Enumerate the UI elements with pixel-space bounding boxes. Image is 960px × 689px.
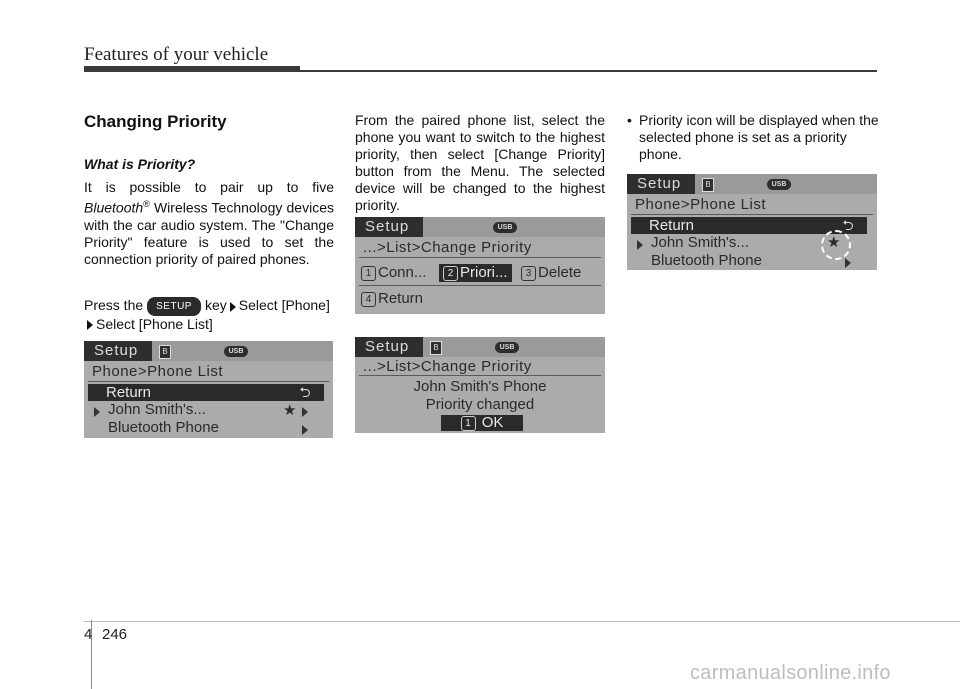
back-icon[interactable]: ⮌ bbox=[829, 217, 867, 234]
row-arrow-icon bbox=[637, 240, 643, 250]
intro-paragraph bbox=[84, 179, 334, 268]
message-line-2: Priority changed bbox=[425, 396, 535, 413]
screen-priority-changed bbox=[355, 337, 605, 433]
chapter-number: 4 bbox=[84, 626, 93, 643]
divider bbox=[359, 375, 601, 376]
arrow-right-icon bbox=[87, 320, 93, 330]
menu-number: 2 bbox=[443, 266, 458, 281]
phone-item-2[interactable]: Bluetooth Phone bbox=[651, 252, 762, 269]
menu-number: 1 bbox=[361, 266, 376, 281]
chevron-right-icon bbox=[302, 407, 308, 417]
ok-button[interactable] bbox=[441, 415, 523, 431]
header-rule-thick bbox=[84, 66, 300, 72]
menu-label: Return bbox=[378, 290, 424, 307]
phone-item-2[interactable]: Bluetooth Phone bbox=[108, 419, 219, 436]
priority-icon-note bbox=[627, 112, 879, 163]
setup-tab: Setup bbox=[84, 341, 152, 361]
registered-mark: ® bbox=[143, 199, 150, 209]
select-phone-list-text: Select [Phone List] bbox=[96, 316, 213, 332]
bluetooth-icon: B bbox=[159, 345, 171, 359]
menu-number: 4 bbox=[361, 292, 376, 307]
return-row[interactable]: Return bbox=[88, 384, 288, 401]
bluetooth-icon: B bbox=[430, 341, 442, 355]
setup-tab: Setup bbox=[627, 174, 695, 194]
screen-phone-list-2 bbox=[627, 174, 877, 270]
setup-key-badge: SETUP bbox=[147, 297, 201, 316]
usb-icon: USB bbox=[493, 222, 517, 233]
screen-path: ...>List>Change Priority bbox=[363, 239, 532, 256]
menu-label: Conn... bbox=[378, 264, 427, 281]
menu-connect[interactable] bbox=[361, 264, 426, 281]
section-subtitle: What is Priority? bbox=[84, 156, 196, 172]
menu-delete[interactable] bbox=[521, 264, 581, 281]
intro-text-a: It is possible to pair up to five bbox=[84, 179, 334, 195]
setup-tab: Setup bbox=[355, 217, 423, 237]
divider bbox=[88, 381, 329, 382]
bluetooth-icon: B bbox=[702, 178, 714, 192]
back-icon[interactable]: ⮌ bbox=[286, 384, 324, 401]
instruction-paragraph bbox=[84, 297, 334, 333]
divider bbox=[359, 257, 601, 258]
screen-phone-list-1 bbox=[84, 341, 333, 438]
footer-rule bbox=[84, 621, 960, 622]
page-number: 246 bbox=[102, 626, 128, 643]
row-arrow-icon bbox=[94, 407, 100, 417]
phone-item-1[interactable]: John Smith's... bbox=[651, 234, 749, 251]
setup-tab: Setup bbox=[355, 337, 423, 357]
page-header-title: Features of your vehicle bbox=[84, 44, 269, 65]
screen-path: ...>List>Change Priority bbox=[363, 358, 532, 375]
select-phone-text: Select [Phone] bbox=[238, 297, 330, 314]
ok-label: OK bbox=[481, 414, 504, 431]
note-text: Priority icon will be displayed when the selected phone is set as a priority phone. bbox=[639, 112, 879, 162]
usb-icon: USB bbox=[224, 346, 248, 357]
usb-icon: USB bbox=[767, 179, 791, 190]
press-the-text: Press the bbox=[84, 297, 144, 314]
divider bbox=[359, 285, 601, 286]
message-line-1: John Smith's Phone bbox=[413, 378, 547, 395]
menu-priority[interactable] bbox=[439, 264, 512, 282]
arrow-right-icon bbox=[230, 302, 236, 312]
watermark: carmanualsonline.info bbox=[690, 662, 891, 684]
divider bbox=[631, 214, 873, 215]
chevron-right-icon bbox=[302, 425, 308, 435]
screen-change-priority-menu bbox=[355, 217, 605, 314]
section-title: Changing Priority bbox=[84, 112, 227, 131]
usb-icon: USB bbox=[495, 342, 519, 353]
menu-number: 3 bbox=[521, 266, 536, 281]
star-icon: ★ bbox=[283, 402, 297, 419]
screen-path: Phone>Phone List bbox=[92, 363, 224, 380]
intro-text-c: Wireless Technology devices with the car audio system. The "Change Priority" feature is used to set the connection priority of paired phones. bbox=[84, 199, 334, 267]
screen-path: Phone>Phone List bbox=[635, 196, 767, 213]
menu-label: Priori... bbox=[460, 264, 508, 281]
priority-star-icon: ★ bbox=[827, 234, 841, 251]
chevron-right-icon bbox=[845, 258, 851, 268]
bluetooth-word: Bluetooth bbox=[84, 199, 144, 216]
phone-item-1[interactable]: John Smith's... bbox=[108, 401, 206, 418]
return-row[interactable]: Return bbox=[631, 217, 829, 234]
bullet: • bbox=[627, 112, 632, 128]
menu-return[interactable] bbox=[361, 290, 423, 307]
header-rule-thin bbox=[300, 70, 877, 72]
menu-label: Delete bbox=[538, 264, 582, 281]
change-priority-paragraph: From the paired phone list, select the phone you want to switch to the highest priority, then select [Change Priority] button from the Menu. The selected device will be changed to the highest priority. bbox=[355, 112, 605, 213]
key-text: key bbox=[204, 297, 227, 314]
menu-number: 1 bbox=[461, 416, 476, 431]
